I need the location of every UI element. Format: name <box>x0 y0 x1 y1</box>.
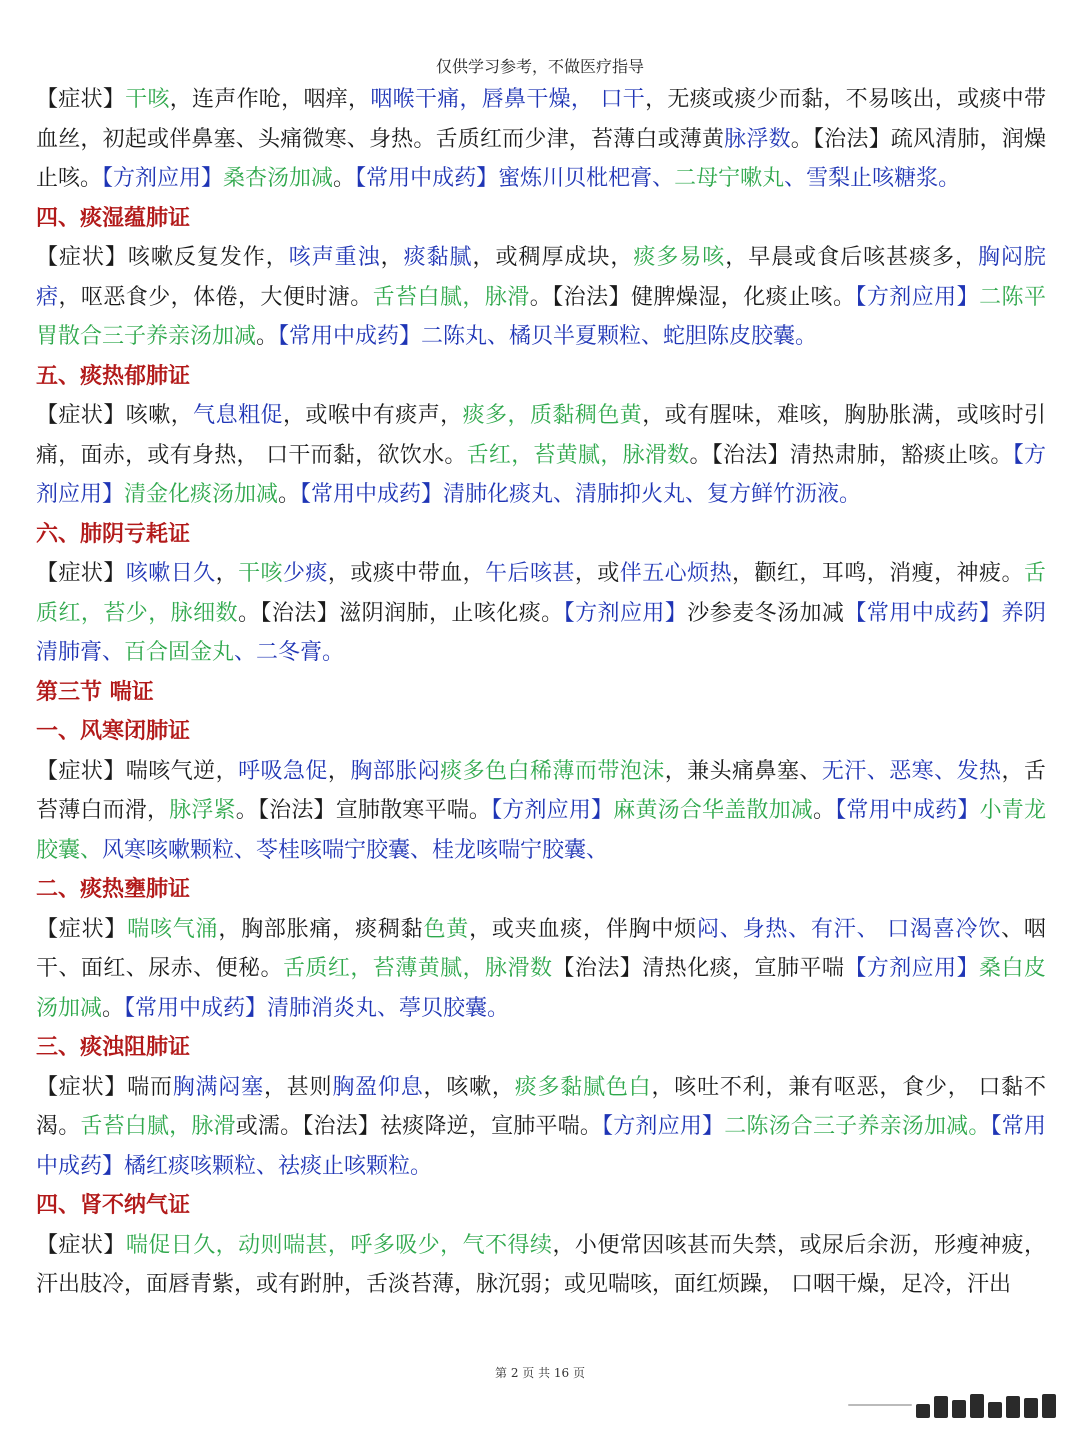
text-run: 胸部胀闷 <box>350 758 441 784</box>
watermark-bar <box>1024 1398 1038 1418</box>
watermark-logo <box>848 1392 1056 1418</box>
text-run: 【症状】 <box>36 561 126 586</box>
text-run: 二母宁嗽丸 <box>674 166 785 191</box>
text-run: 痰多黏腻色白 <box>514 1074 652 1100</box>
section-heading: 五、痰热郁肺证 <box>36 363 191 389</box>
text-run: 桑杏汤加减 <box>223 166 334 191</box>
watermark-bar <box>934 1396 948 1418</box>
text-run: 【症状】 <box>36 916 128 942</box>
text-run: 。【治法】滋阴润肺，止咳化痰。 <box>237 600 564 626</box>
text-run: 。【治法】清热肃肺，豁痰止咳。 <box>689 442 1013 468</box>
text-run: ， <box>327 758 351 784</box>
text-run: 舌质红，苔少，脉细数 <box>36 561 1046 626</box>
text-run: ，连声作呛，咽痒， <box>169 87 371 112</box>
text-run: 干咳 <box>238 561 283 586</box>
watermark-bar <box>1006 1396 1020 1418</box>
text-run: 舌红，苔黄腻，脉滑数 <box>466 442 690 468</box>
text-run: 【方剂应用】 <box>102 166 224 191</box>
text-run: ，舌苔薄白而滑， <box>36 758 1046 823</box>
text-run: ，胸部胀痛，痰稠黏 <box>218 916 424 942</box>
text-run: 、二冬膏。 <box>234 640 345 665</box>
document-body <box>36 80 1046 1305</box>
text-run: 【常用中成药】二陈丸、橘贝半夏颗粒、蛇胆陈皮胶囊。 <box>278 324 818 349</box>
text-run: ， <box>215 561 239 586</box>
text-run: 痰多易咳 <box>633 245 726 270</box>
text-run: 二陈平胃散合三子养亲汤加减 <box>36 284 1046 349</box>
text-run: 喘咳气涌 <box>127 916 219 942</box>
text-run: 。 <box>278 482 301 507</box>
section-heading: 二、痰热壅肺证 <box>36 877 191 902</box>
text-run: 喘促日久，动则喘甚，呼多吸少，气不得续 <box>125 1232 553 1258</box>
text-run: 无汗、恶寒、发热 <box>821 758 1002 784</box>
text-run: 【症状】 <box>36 1232 126 1258</box>
text-run: 痰多色白稀薄而带泡沫 <box>440 758 665 784</box>
text-run: 午后咳甚 <box>485 561 575 586</box>
paragraph <box>36 80 1046 199</box>
text-run: 麻黄汤合华盖散加减 <box>613 798 814 823</box>
paragraph <box>36 1068 1046 1187</box>
text-run: 风寒咳嗽颗粒、苓桂咳喘宁胶囊、桂龙咳喘宁胶囊、 <box>102 837 609 863</box>
text-run: 养阴清肺膏、 <box>36 600 1046 665</box>
text-run: 【常用中成药】 <box>835 798 980 823</box>
section-heading: 四、痰湿蕴肺证 <box>36 205 191 231</box>
text-run: 清金化痰汤加减 <box>124 482 279 507</box>
text-run: 【方剂应用】 <box>563 600 688 626</box>
text-run: 【方剂应用】 <box>844 956 980 981</box>
text-run: 【方剂应用】 <box>602 1114 725 1139</box>
paragraph <box>36 238 1046 357</box>
paragraph <box>36 1226 1046 1305</box>
watermark-bar <box>952 1400 966 1418</box>
text-run: 【症状】咳嗽反复发作， <box>36 245 289 270</box>
page-header: 仅供学习参考，不做医疗指导 <box>435 57 644 76</box>
text-run: 痰黏腻 <box>403 245 473 270</box>
text-run: ，小便常因咳甚而失禁，或尿后余沥，形瘦神疲，汗出肢冷，面唇青紫，或有跗肿，舌淡苔薄，脉沉弱；或见喘咳，面红烦躁， 口咽干燥，足冷，汗出 <box>36 1232 1046 1297</box>
text-run: ，或稠厚成块， <box>472 245 634 270</box>
text-run: 【方剂应用】 <box>855 284 980 310</box>
text-run: 脉浮紧 <box>169 798 236 823</box>
text-run: 。 <box>102 995 125 1021</box>
section-heading: 一、风寒闭肺证 <box>36 719 191 744</box>
text-run: 舌苔白腻，脉滑 <box>372 284 530 310</box>
paragraph <box>36 752 1046 871</box>
text-run: 痰多，质黏稠色黄 <box>462 403 643 428</box>
text-run: 【常用中成药】清肺化痰丸、清肺抑火丸、复方鲜竹沥液。 <box>300 482 862 507</box>
text-run: 桑白皮汤加减 <box>36 956 1046 1021</box>
watermark-bar <box>916 1404 930 1418</box>
text-run: 舌质红，苔薄黄腻，脉滑数 <box>282 956 553 981</box>
paragraph <box>36 396 1046 515</box>
paragraph <box>36 910 1046 1029</box>
text-run: 气息粗促 <box>193 403 283 428</box>
text-run: ， <box>380 245 404 270</box>
text-run: ，兼头痛鼻塞、 <box>664 758 822 784</box>
text-run: ，无痰或痰少而黏，不易咳出，或痰中带血丝，初起或伴鼻塞、头痛微寒、身热。舌质红而少津，苔薄白或薄黄 <box>36 87 1046 152</box>
text-run: 干咳 <box>125 87 170 112</box>
text-run: ，或夹血痰，伴胸中烦 <box>469 916 698 942</box>
text-run: 【症状】咳嗽， <box>36 403 194 428</box>
text-run: 咳声重浊 <box>288 245 381 270</box>
text-run: 、雪梨止咳糖浆。 <box>784 166 961 191</box>
watermark-line <box>848 1404 912 1406</box>
watermark-bar <box>1042 1394 1056 1418</box>
text-run: 伴五心烦热 <box>619 561 733 586</box>
text-run <box>879 917 887 942</box>
section-heading: 第三节 喘证 <box>36 679 154 705</box>
text-run: ，或 <box>574 561 620 586</box>
text-run: 。【治法】宣肺散寒平喘。 <box>235 798 492 823</box>
text-run: 沙参麦冬汤加减 <box>687 600 845 626</box>
text-run: 【症状】喘咳气逆， <box>36 758 239 784</box>
text-run: 咽喉干痛，唇鼻干燥， <box>370 87 594 112</box>
watermark-bar <box>988 1402 1002 1418</box>
text-run: 【常用中成药】 <box>844 600 1002 626</box>
text-run: 色黄 <box>423 916 470 942</box>
text-run: 小青龙胶囊、 <box>36 798 1046 863</box>
text-run: 【治法】清热化痰，宣肺平喘 <box>552 956 845 981</box>
text-run: ，呕恶食少，体倦，大便时溏。 <box>58 284 373 310</box>
text-run: ，咳吐不利，兼有呕恶，食少， 口黏不渴。 <box>36 1074 1046 1139</box>
text-run: ，或有腥味，难咳，胸胁胀满，或咳时引痛，面赤，或有身热， 口干而黏，欲饮水。 <box>36 403 1046 468</box>
text-run: 【常用中成药】橘红痰咳颗粒、祛痰止咳颗粒。 <box>36 1114 1046 1179</box>
text-run: 口渴喜冷饮 <box>887 916 1002 942</box>
text-run: 。 <box>813 798 836 823</box>
text-run: 【症状】 <box>36 87 126 112</box>
text-run: 少痰 <box>282 561 328 586</box>
text-run: 【常用中成药】蜜炼川贝枇杷膏、 <box>355 166 675 191</box>
text-run: 口干 <box>600 87 646 112</box>
text-run: 或濡。【治法】祛痰降逆，宣肺平喘。 <box>235 1114 603 1139</box>
text-run: 。【治法】健脾燥湿，化痰止咳。 <box>529 284 856 310</box>
text-run: ，或喉中有痰声， <box>282 403 463 428</box>
text-run: 。【治法】疏风清肺，润燥止咳。 <box>36 126 1046 191</box>
text-run: 【方剂应用】 <box>491 798 614 823</box>
section-heading: 三、痰浊阻肺证 <box>36 1035 191 1060</box>
text-run: 舌苔白腻，脉滑 <box>80 1114 236 1139</box>
text-run: ，甚则 <box>263 1074 333 1100</box>
watermark-bar <box>970 1394 984 1418</box>
text-run: 【症状】喘而 <box>36 1074 173 1100</box>
section-heading: 四、肾不纳气证 <box>36 1193 191 1218</box>
text-run: 胸盈仰息 <box>332 1074 424 1100</box>
text-run: 、咽干、面红、尿赤、便秘。 <box>36 916 1046 981</box>
text-run: ，颧红，耳鸣，消瘦，神疲。 <box>732 561 1024 586</box>
text-run: 闷、身热、有汗、 <box>697 916 880 942</box>
text-run: 【方剂应用】 <box>36 442 1046 507</box>
text-run: 百合固金丸 <box>124 640 235 665</box>
page-number: 第 2 页 共 16 页 <box>495 1366 585 1380</box>
text-run: 胸闷脘痞 <box>36 245 1046 310</box>
text-run: 咳嗽日久 <box>125 561 216 586</box>
section-heading: 六、肺阴亏耗证 <box>36 521 191 547</box>
text-run: ，咳嗽， <box>423 1074 515 1100</box>
text-run: ，早晨或食后咳甚痰多， <box>725 245 978 270</box>
text-run: 二陈汤合三子养亲汤加减。 <box>724 1114 991 1139</box>
paragraph <box>36 554 1046 673</box>
text-run: 。 <box>333 166 356 191</box>
text-run: 胸满闷塞 <box>172 1074 264 1100</box>
text-run: 脉浮数 <box>724 126 791 152</box>
text-run: 。 <box>256 324 279 349</box>
text-run: 呼吸急促 <box>238 758 328 784</box>
text-run: ，或痰中带血， <box>327 561 486 586</box>
text-run: 【常用中成药】清肺消炎丸、葶贝胶囊。 <box>124 995 510 1021</box>
